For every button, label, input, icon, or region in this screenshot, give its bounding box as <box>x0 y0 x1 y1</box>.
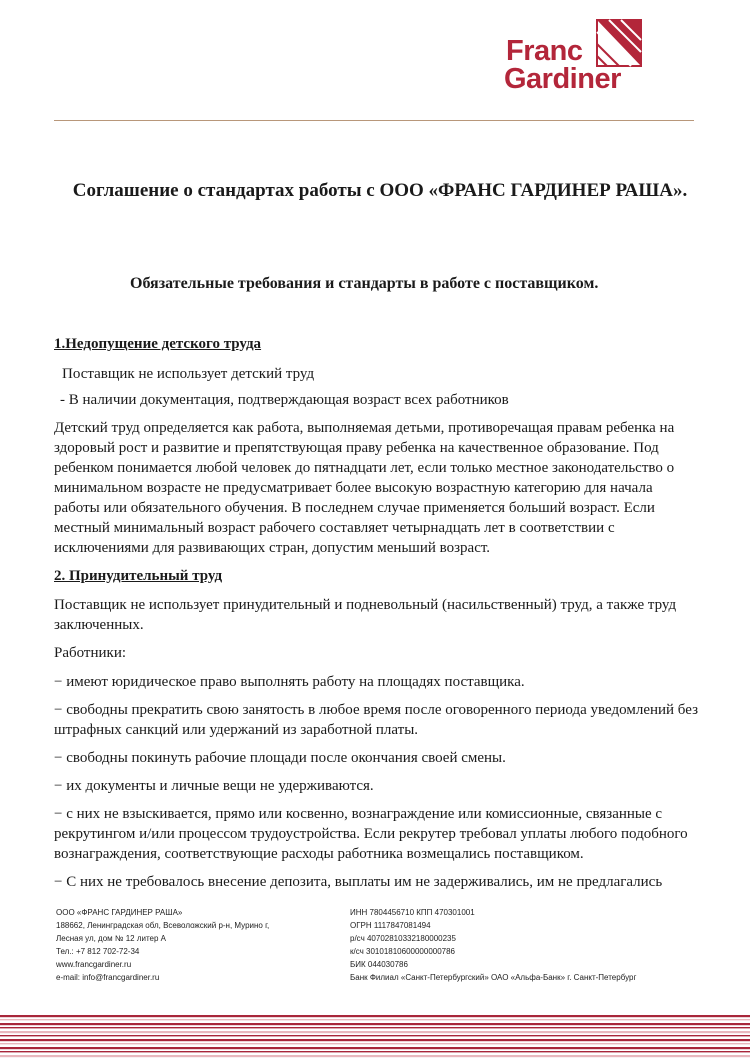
footer-stripe <box>0 1043 750 1044</box>
logo-text-gardiner: Gardiner <box>504 63 621 95</box>
footer-bik: БИК 044030786 <box>350 960 408 969</box>
list-item: − свободны прекратить свою занятость в любое время после оговоренного периода уведомлений без штрафных санкций или удержаний из заработной платы. <box>54 702 699 738</box>
list-item: − имеют юридическое право выполнять работу на площадях поставщика. <box>54 674 525 690</box>
logo-text-franc: Franc <box>506 35 583 67</box>
footer-website: www.francgardiner.ru <box>56 960 132 969</box>
list-item: − их документы и личные вещи не удерживаются. <box>54 778 374 794</box>
footer-bank-details <box>350 906 700 984</box>
list-item: − с них не взыскивается, прямо или косвенно, вознаграждение или комиссионные, связанные с рекрутингом и/или процессом трудоустройства. Если рекрутер требовал уплаты любого подобного вознаграждения, соответствующие расходы работника возмещались поставщиком. <box>54 806 688 862</box>
child-labor-documentation: - В наличии документация, подтверждающая возраст всех работников <box>60 392 509 408</box>
footer-account: р/сч 40702810332180000235 <box>350 934 456 943</box>
footer-stripe <box>0 1015 750 1017</box>
footer-stripe <box>0 1047 750 1049</box>
list-item: − С них не требовалось внесение депозита, выплаты им не задерживались, им не предлагались <box>54 874 663 890</box>
section-heading-child-labor: 1.Недопущение детского труда <box>54 336 262 352</box>
footer-bank: Банк Филиал «Санкт-Петербургский» ОАО «Альфа-Банк» г. Санкт-Петербург <box>350 973 637 982</box>
footer-ogrn: ОГРН 1117847081494 <box>350 921 431 930</box>
footer-corr-account: к/сч 30101810600000000786 <box>350 947 456 956</box>
document-body <box>54 334 698 892</box>
footer-inn: ИНН 7804456710 КПП 470301001 <box>350 908 475 917</box>
footer-stripe <box>0 1019 750 1020</box>
footer-stripe <box>0 1055 750 1057</box>
list-item: − свободны покинуть рабочие площади после окончания своей смены. <box>54 750 506 766</box>
document-subtitle: Обязательные требования и стандарты в работе с поставщиком. <box>130 275 599 292</box>
footer-stripe <box>0 1027 750 1028</box>
footer-stripes <box>0 1014 750 1060</box>
footer-stripe <box>0 1031 750 1033</box>
company-logo <box>500 18 650 98</box>
forced-labor-intro: Поставщик не использует принудительный и подневольный (насильственный) труд, а также труд заключенных. <box>54 597 677 633</box>
logo-emblem-icon <box>595 18 643 68</box>
footer-stripe <box>0 1039 750 1041</box>
document-title: Соглашение о стандартах работы с ООО «ФРАНС ГАРДИНЕР РАША». <box>72 180 688 201</box>
child-labor-statement: Поставщик не использует детский труд <box>62 366 315 382</box>
footer-stripe <box>0 1035 750 1036</box>
footer-stripe <box>0 1051 750 1052</box>
section-heading-forced-labor: 2. Принудительный труд <box>54 568 223 584</box>
header-divider <box>54 120 694 121</box>
footer-phone: Тел.: +7 812 702-72-34 <box>56 947 140 956</box>
child-labor-definition: Детский труд определяется как работа, выполняемая детьми, противоречащая правам ребенка на здоровый рост и развитие и препятствующая праву ребенка на качественное образование. Под ребенком понимается любой человек до пятнадцати лет, если только местное законодательство о минимальном возрасте не предусматривает более высокую возрастную категорию для начала работы или обязательного обучения. В последнем случае применяется больший возраст. Если местный минимальный возраст рабочего составляет четырнадцать лет в соответствии с исключениями для развивающих стран, допустим меньший возраст. <box>54 420 675 556</box>
footer-stripe <box>0 1023 750 1025</box>
footer-company-name: ООО «ФРАНС ГАРДИНЕР РАША» <box>56 908 183 917</box>
workers-label: Работники: <box>54 645 127 661</box>
footer-company-info <box>56 906 336 984</box>
footer-email: e-mail: info@francgardiner.ru <box>56 973 160 982</box>
footer-address-line2: Лесная ул, дом № 12 литер А <box>56 934 166 943</box>
footer-address-line1: 188662, Ленинградская обл, Всеволожский р-н, Мурино г, <box>56 921 270 930</box>
